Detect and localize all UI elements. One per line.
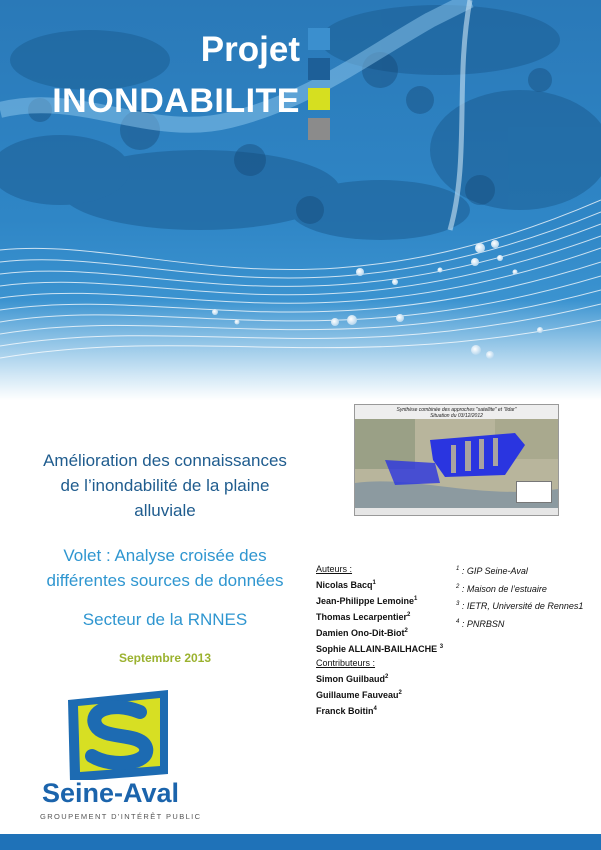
- contributors-heading: Contributeurs :: [316, 658, 376, 668]
- accent-square-blue: [308, 28, 330, 50]
- project-title-line1: Projet: [200, 30, 300, 69]
- authors-block: [316, 562, 443, 718]
- accent-square-navy: [308, 58, 330, 80]
- project-title-line2: INONDABILITE: [52, 82, 300, 120]
- contributor-name: Guillaume Fauveau$^2$: [316, 690, 402, 700]
- authors-heading: Auteurs :: [316, 564, 353, 574]
- flood-map-thumbnail: [354, 404, 559, 516]
- logo-subtitle: GROUPEMENT D'INTÉRÊT PUBLIC: [40, 812, 202, 821]
- author-name: Jean-Philippe Lemoine$^1$: [316, 596, 418, 606]
- map-title: Synthèse combinée des approches "satellite" et "lidar" Situation du 03/12/2012: [396, 407, 517, 419]
- contributor-name: Simon Guilbaud$^2$: [316, 674, 389, 684]
- contributor-name: Franck Boitin$^4$: [316, 706, 377, 716]
- publication-date: Septembre 2013: [118, 651, 212, 665]
- affiliations-block: [456, 562, 583, 632]
- author-name: Damien Ono-Dit-Biot$^2$: [316, 628, 408, 638]
- document-subject: Amélioration des connaissances de l’inondabilité de la plaine alluviale: [43, 451, 287, 520]
- logo-emblem-icon: [40, 690, 210, 780]
- affiliation-item: $^4$ : PNRBSN: [456, 618, 505, 629]
- affiliation-item: $^3$ : IETR, Université de Rennes1: [456, 601, 584, 611]
- map-legend: [516, 481, 552, 503]
- hero-banner: [0, 0, 601, 400]
- footer-bar: [0, 834, 601, 850]
- affiliation-item: $^2$ : Maison de l’estuaire: [456, 583, 547, 594]
- accent-square-grey: [308, 118, 330, 140]
- accent-square-yellow: [308, 88, 330, 110]
- secteur-title: Secteur de la RNNES: [82, 610, 248, 629]
- author-name: Sophie ALLAIN-BAILHACHE $^3$: [316, 644, 444, 654]
- author-name: Nicolas Bacq$^1$: [316, 580, 376, 590]
- aerial-photo-background: [0, 0, 601, 400]
- logo-name: Seine-Aval: [42, 778, 180, 808]
- author-name: Thomas Lecarpentier$^2$: [316, 612, 411, 622]
- affiliation-item: $^1$ : GIP Seine-Aval: [456, 566, 528, 576]
- volet-title: Volet : Analyse croisée des différentes sources de données: [46, 546, 284, 590]
